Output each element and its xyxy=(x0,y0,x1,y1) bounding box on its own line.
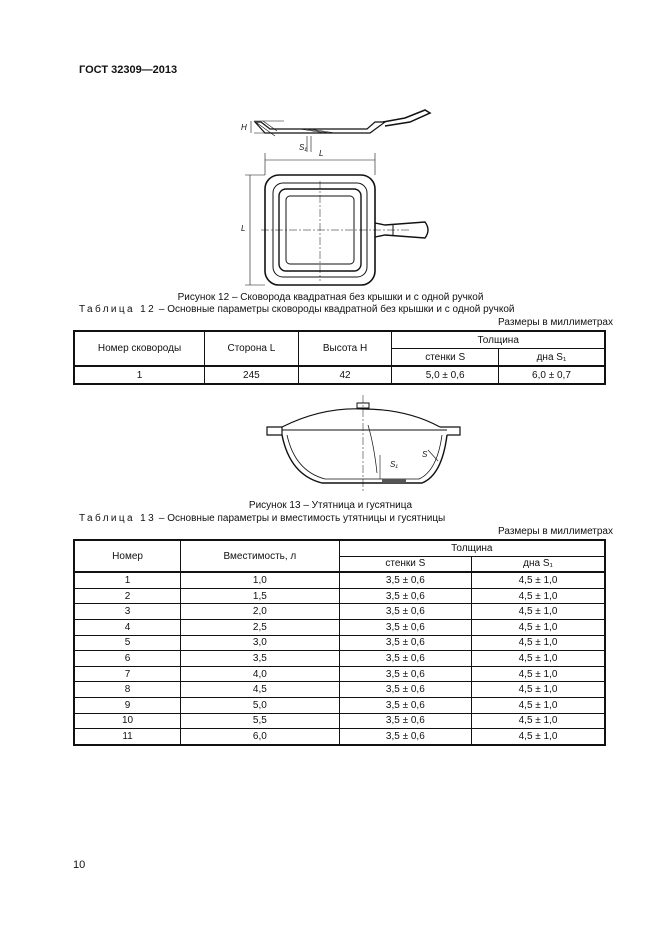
table-row xyxy=(74,682,605,698)
cell-number: 10 xyxy=(74,713,181,729)
cell-number: 9 xyxy=(74,697,181,713)
table13-header-number: Номер xyxy=(74,540,181,572)
cell-wall: 3,5 ± 0,6 xyxy=(339,635,471,651)
table12-header-height: Высота H xyxy=(298,331,392,366)
cell-bottom: 4,5 ± 1,0 xyxy=(472,729,605,745)
cell-capacity: 4,0 xyxy=(181,666,340,682)
table12-title xyxy=(79,304,514,315)
figure12-label-L-side: L xyxy=(241,224,246,233)
figure12-label-S1: S₁ xyxy=(299,143,307,152)
figure12-label-H: H xyxy=(241,123,247,132)
figure12-label-L-top: L xyxy=(319,149,324,158)
page-number: 10 xyxy=(73,859,86,871)
table12-header-side: Сторона L xyxy=(205,331,299,366)
cell-number: 5 xyxy=(74,635,181,651)
table-row xyxy=(74,635,605,651)
table13-title-rest: – Основные параметры и вместимость утятницы и гусятницы xyxy=(156,513,446,524)
figure13-label-S: S xyxy=(422,450,428,459)
figure13-caption: Рисунок 13 – Утятница и гусятница xyxy=(248,500,413,511)
cell-number: 1 xyxy=(74,572,181,588)
cell-bottom: 6,0 ± 0,7 xyxy=(498,366,605,384)
table12-header-thickness: Толщина xyxy=(392,331,605,349)
cell-number: 8 xyxy=(74,682,181,698)
table12-header-wall: стенки S xyxy=(392,349,499,367)
cell-bottom: 4,5 ± 1,0 xyxy=(472,651,605,667)
table13-header-thickness: Толщина xyxy=(339,540,605,556)
cell-capacity: 2,0 xyxy=(181,604,340,620)
figure12-top-view xyxy=(235,145,445,290)
document-header: ГОСТ 32309—2013 xyxy=(79,64,178,76)
cell-bottom: 4,5 ± 1,0 xyxy=(472,619,605,635)
cell-number: 4 xyxy=(74,619,181,635)
table13-header-bottom: дна S₁ xyxy=(472,556,605,572)
cell-bottom: 4,5 ± 1,0 xyxy=(472,604,605,620)
cell-bottom: 4,5 ± 1,0 xyxy=(472,697,605,713)
cell-bottom: 4,5 ± 1,0 xyxy=(472,682,605,698)
table13-header-capacity: Вместимость, л xyxy=(181,540,340,572)
cell-side: 245 xyxy=(205,366,299,384)
cell-height: 42 xyxy=(298,366,392,384)
table12-title-rest: – Основные параметры сковороды квадратной без крышки и с одной ручкой xyxy=(156,304,515,315)
table-row xyxy=(74,713,605,729)
cell-wall: 3,5 ± 0,6 xyxy=(339,588,471,604)
cell-wall: 3,5 ± 0,6 xyxy=(339,682,471,698)
table-row xyxy=(74,697,605,713)
cell-bottom: 4,5 ± 1,0 xyxy=(472,666,605,682)
table12-units: Размеры в миллиметрах xyxy=(498,317,613,328)
cell-number: 2 xyxy=(74,588,181,604)
cell-capacity: 3,0 xyxy=(181,635,340,651)
table12-title-prefix: Таблица 12 xyxy=(79,304,157,315)
cell-number: 7 xyxy=(74,666,181,682)
figure12-caption: Рисунок 12 – Сковорода квадратная без крышки и с одной ручкой xyxy=(177,292,484,303)
cell-wall: 3,5 ± 0,6 xyxy=(339,604,471,620)
cell-capacity: 5,5 xyxy=(181,713,340,729)
table-row xyxy=(74,604,605,620)
cell-capacity: 1,5 xyxy=(181,588,340,604)
table12-header-bottom: дна S₁ xyxy=(498,349,605,367)
figure13-roaster-drawing xyxy=(262,395,467,495)
figure13-label-S1: S₁ xyxy=(390,460,398,469)
cell-bottom: 4,5 ± 1,0 xyxy=(472,635,605,651)
cell-bottom: 4,5 ± 1,0 xyxy=(472,713,605,729)
table-row xyxy=(74,651,605,667)
cell-wall: 3,5 ± 0,6 xyxy=(339,666,471,682)
cell-wall: 3,5 ± 0,6 xyxy=(339,697,471,713)
table12-header-number: Номер сковороды xyxy=(74,331,205,366)
cell-wall: 3,5 ± 0,6 xyxy=(339,619,471,635)
cell-wall: 3,5 ± 0,6 xyxy=(339,572,471,588)
table-row xyxy=(74,729,605,745)
cell-wall: 3,5 ± 0,6 xyxy=(339,651,471,667)
table-row xyxy=(74,588,605,604)
cell-capacity: 1,0 xyxy=(181,572,340,588)
table13-header-wall: стенки S xyxy=(339,556,471,572)
cell-number: 3 xyxy=(74,604,181,620)
cell-number: 1 xyxy=(74,366,205,384)
cell-capacity: 2,5 xyxy=(181,619,340,635)
table-row xyxy=(74,366,605,384)
cell-number: 11 xyxy=(74,729,181,745)
table-row xyxy=(74,666,605,682)
table-row xyxy=(74,619,605,635)
table12 xyxy=(73,330,606,385)
table-row xyxy=(74,572,605,588)
cell-bottom: 4,5 ± 1,0 xyxy=(472,572,605,588)
cell-number: 6 xyxy=(74,651,181,667)
cell-capacity: 5,0 xyxy=(181,697,340,713)
cell-capacity: 4,5 xyxy=(181,682,340,698)
cell-wall: 3,5 ± 0,6 xyxy=(339,729,471,745)
cell-wall: 5,0 ± 0,6 xyxy=(392,366,499,384)
table13 xyxy=(73,539,606,746)
table13-units: Размеры в миллиметрах xyxy=(498,526,613,537)
cell-capacity: 3,5 xyxy=(181,651,340,667)
cell-bottom: 4,5 ± 1,0 xyxy=(472,588,605,604)
cell-wall: 3,5 ± 0,6 xyxy=(339,713,471,729)
table13-title xyxy=(79,513,445,524)
cell-capacity: 6,0 xyxy=(181,729,340,745)
table13-title-prefix: Таблица 13 xyxy=(79,513,157,524)
